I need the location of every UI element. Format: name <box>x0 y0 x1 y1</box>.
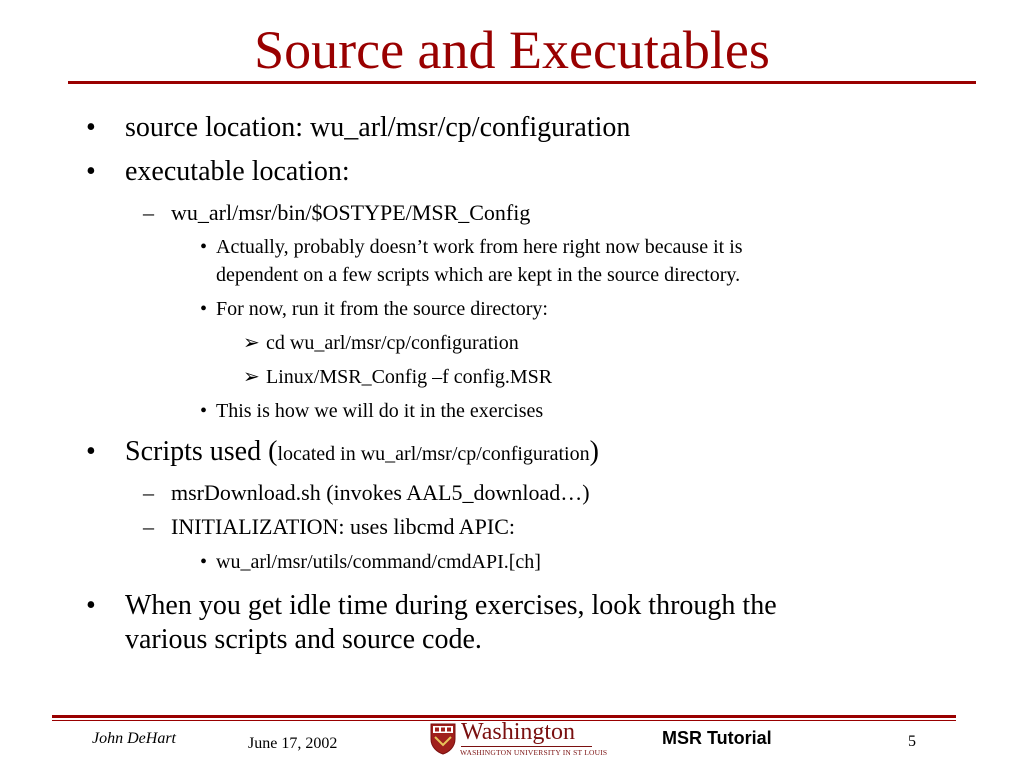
bullet-for-now: For now, run it from the source directory: <box>216 298 548 320</box>
bullet-marker: • <box>200 551 208 573</box>
bullet-cmd-cd: cd wu_arl/msr/cp/configuration <box>266 332 519 354</box>
bullet-idle-line1: When you get idle time during exercises, look through the <box>125 590 777 621</box>
bullet-cmdapi: wu_arl/msr/utils/command/cmdAPI.[ch] <box>216 551 541 573</box>
bullet-exercises: This is how we will do it in the exercises <box>216 400 544 422</box>
bullet-initialization: INITIALIZATION: uses libcmd APIC: <box>171 514 516 539</box>
arrow-marker: ➢ <box>243 332 260 354</box>
footer-rule <box>52 715 956 718</box>
bullet-marker: • <box>86 590 96 621</box>
arrow-marker: ➢ <box>243 366 260 388</box>
logo-wordmark: Washington <box>461 719 576 745</box>
dash-marker: – <box>143 514 154 539</box>
slide-number: 5 <box>908 733 916 750</box>
bullet-marker: • <box>200 298 208 320</box>
logo-subtitle: WASHINGTON UNIVERSITY IN ST LOUIS <box>460 748 608 757</box>
bullet-marker: • <box>86 436 96 467</box>
scripts-used-prefix: Scripts used ( <box>125 436 278 467</box>
scripts-used-location: located in wu_arl/msr/cp/configuration <box>277 443 590 465</box>
logo-divider <box>461 746 592 747</box>
bullet-bin-path: wu_arl/msr/bin/$OSTYPE/MSR_Config <box>171 200 531 225</box>
bullet-source-location: source location: wu_arl/msr/cp/configuration <box>125 112 631 143</box>
bullet-msr-download: msrDownload.sh (invokes AAL5_download…) <box>171 480 590 505</box>
bullet-marker: • <box>86 156 96 187</box>
bullet-cmd-run: Linux/MSR_Config –f config.MSR <box>266 366 553 388</box>
footer-course-title: MSR Tutorial <box>662 728 772 748</box>
footer-date: June 17, 2002 <box>248 735 338 752</box>
dash-marker: – <box>143 480 154 505</box>
bullet-executable-location: executable location: <box>125 156 350 187</box>
footer-author: John DeHart <box>92 730 176 747</box>
bullet-actually-line1: Actually, probably doesn’t work from here right now because it is <box>216 236 743 258</box>
bullet-idle-line2: various scripts and source code. <box>125 624 482 655</box>
scripts-used-suffix: ) <box>589 436 599 467</box>
dash-marker: – <box>143 200 154 225</box>
slide-title: Source and Executables <box>254 20 770 80</box>
bullet-marker: • <box>200 400 208 422</box>
title-underline <box>68 81 976 84</box>
bullet-marker: • <box>200 236 208 258</box>
bullet-marker: • <box>86 112 96 143</box>
washington-university-logo <box>430 719 608 761</box>
shield-icon <box>430 723 456 755</box>
bullet-scripts-used <box>125 435 599 471</box>
bullet-actually-line2: dependent on a few scripts which are kept in the source directory. <box>216 264 741 286</box>
